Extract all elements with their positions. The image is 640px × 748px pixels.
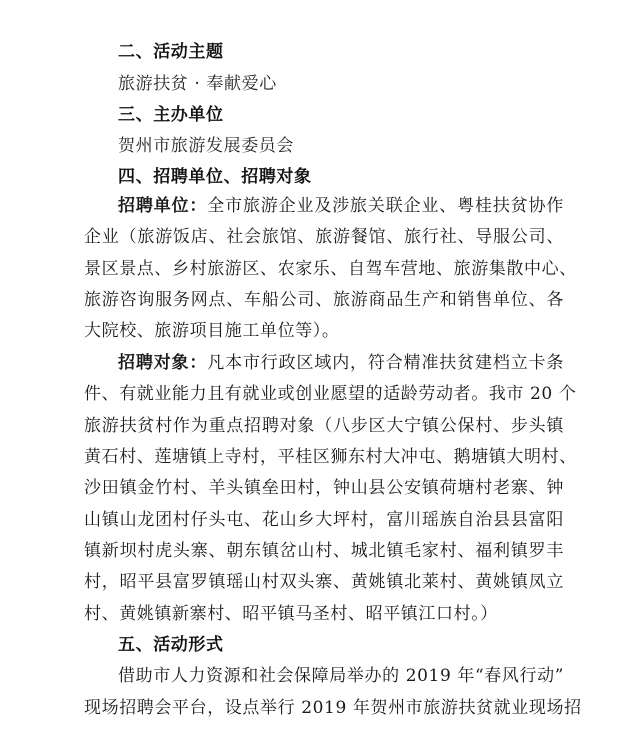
targets-label: 招聘对象： — [118, 353, 208, 373]
section-heading-recruitment: 四、招聘单位、招聘对象 — [118, 167, 312, 187]
section-heading-organizer: 三、主办单位 — [118, 105, 224, 125]
units-label: 招聘单位： — [118, 196, 208, 216]
units-paragraph-line — [118, 195, 564, 217]
targets-paragraph-line: 山镇山龙团村仔头屯、花山乡大坪村，富川瑶族自治县县富阳 — [84, 510, 564, 530]
units-paragraph-line: 企业（旅游饭店、社会旅馆、旅游餐馆、旅行社、导服公司、 — [84, 227, 564, 247]
targets-paragraph-line — [118, 352, 564, 374]
section-heading-theme: 二、活动主题 — [118, 42, 224, 62]
format-paragraph-line: 借助市人力资源和社会保障局举办的 2019 年“春风行动” — [118, 666, 564, 686]
units-paragraph-line: 景区景点、乡村旅游区、农家乐、自驾车营地、旅游集散中心、 — [84, 259, 577, 279]
targets-paragraph-line: 旅游扶贫村作为重点招聘对象（八步区大宁镇公保村、步头镇 — [84, 416, 564, 436]
targets-paragraph-line: 沙田镇金竹村、羊头镇垒田村，钟山县公安镇荷塘村老寨、钟 — [84, 478, 564, 498]
organizer-text: 贺州市旅游发展委员会 — [118, 136, 294, 156]
targets-paragraph-line: 件、有就业能力且有就业或创业愿望的适龄劳动者。我市 20 个 — [84, 384, 577, 404]
units-paragraph-line: 大院校、旅游项目施工单位等）。 — [84, 321, 340, 341]
theme-text: 旅游扶贫 · 奉献爱心 — [118, 74, 277, 94]
format-paragraph-line: 现场招聘会平台，设点举行 2019 年贺州市旅游扶贫就业现场招 — [84, 698, 582, 718]
targets-line-text: 凡本市行政区域内，符合精准扶贫建档立卡条 — [207, 353, 564, 373]
targets-paragraph-line: 镇新坝村虎头寨、朝东镇岔山村、城北镇毛家村、福利镇罗丰 — [84, 541, 564, 561]
units-line-text: 全市旅游企业及涉旅关联企业、粤桂扶贫协作 — [207, 196, 564, 216]
targets-paragraph-line: 村、黄姚镇新寨村、昭平镇马圣村、昭平镇江口村。） — [84, 604, 498, 624]
targets-paragraph-line: 黄石村、莲塘镇上寺村，平桂区狮东村大冲屯、鹅塘镇大明村、 — [84, 447, 577, 467]
targets-paragraph-line: 村，昭平县富罗镇瑶山村双头寨、黄姚镇北莱村、黄姚镇凤立 — [84, 572, 564, 592]
section-heading-format: 五、活动形式 — [118, 635, 224, 655]
units-paragraph-line: 旅游咨询服务网点、车船公司、旅游商品生产和销售单位、各 — [84, 290, 564, 310]
